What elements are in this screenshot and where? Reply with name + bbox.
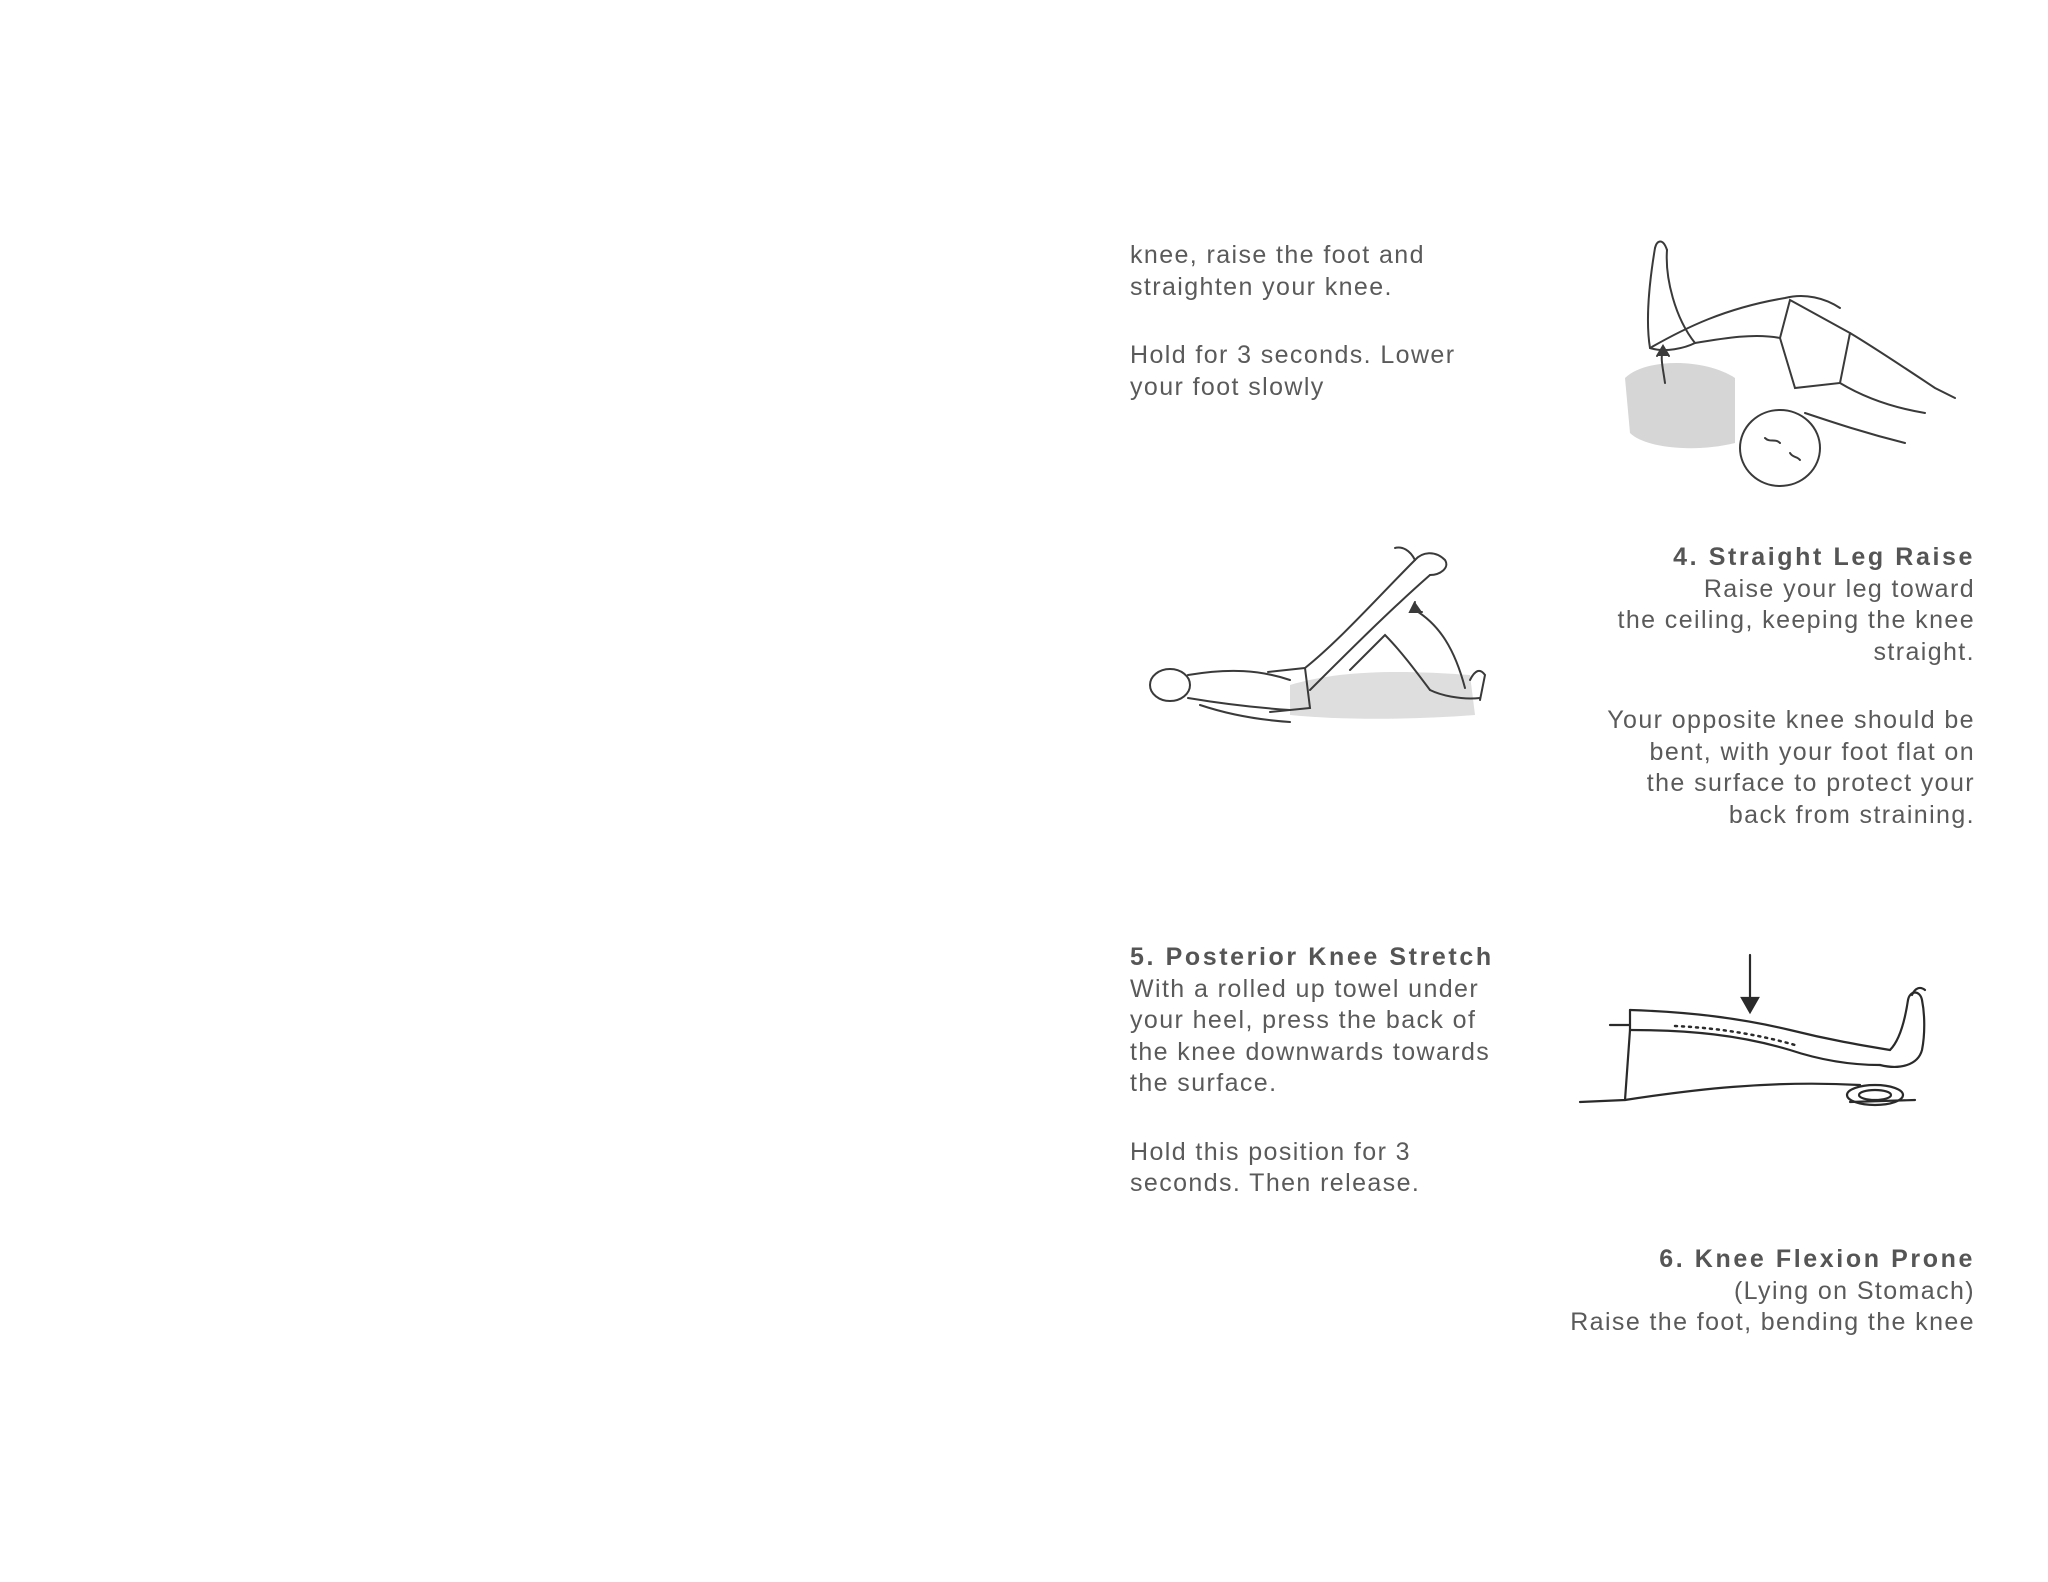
section-4-line-3: straight. bbox=[1873, 637, 1975, 666]
section-4-note-4: back from straining. bbox=[1728, 800, 1975, 829]
section-4-text bbox=[1480, 542, 1975, 831]
knee-raise-illustration bbox=[1605, 238, 1965, 498]
section-5-title: 5. Posterior Knee Stretch bbox=[1130, 943, 1494, 971]
section-3-line-1: knee, raise the foot and bbox=[1130, 241, 1425, 269]
section-5-hold-line-2: seconds. Then release. bbox=[1130, 1169, 1421, 1197]
section-3-hold-line-2: your foot slowly bbox=[1130, 372, 1325, 401]
section-3-hold-line-1: Hold for 3 seconds. Lower bbox=[1130, 341, 1456, 369]
section-6-subtitle: (Lying on Stomach) bbox=[1733, 1276, 1975, 1305]
section-5-line-1: With a rolled up towel under bbox=[1130, 974, 1480, 1003]
section-6-title: 6. Knee Flexion Prone bbox=[1659, 1245, 1975, 1273]
section-4-line-1: Raise your leg toward bbox=[1703, 574, 1975, 603]
section-5-line-4: the surface. bbox=[1130, 1069, 1278, 1097]
section-4-note-3: the surface to protect your bbox=[1646, 769, 1975, 797]
section-5-text bbox=[1130, 942, 1560, 1200]
section-4-note-2: bent, with your foot flat on bbox=[1649, 737, 1975, 766]
section-5-line-3: the knee downwards towards bbox=[1130, 1037, 1491, 1066]
straight-leg-raise-illustration bbox=[1140, 540, 1510, 750]
section-6-line-1: Raise the foot, bending the knee bbox=[1570, 1308, 1975, 1336]
section-4-line-2: the ceiling, keeping the knee bbox=[1617, 606, 1975, 634]
section-4-title: 4. Straight Leg Raise bbox=[1673, 543, 1975, 571]
section-5-line-2: your heel, press the back of bbox=[1130, 1006, 1477, 1034]
section-3-line-2: straighten your knee. bbox=[1130, 272, 1393, 301]
section-3-text bbox=[1130, 240, 1550, 403]
section-4-note-1: Your opposite knee should be bbox=[1607, 706, 1975, 734]
section-5-hold-line-1: Hold this position for 3 bbox=[1130, 1137, 1411, 1166]
posterior-knee-stretch-illustration bbox=[1570, 950, 1950, 1120]
section-6-text bbox=[1480, 1244, 1975, 1339]
